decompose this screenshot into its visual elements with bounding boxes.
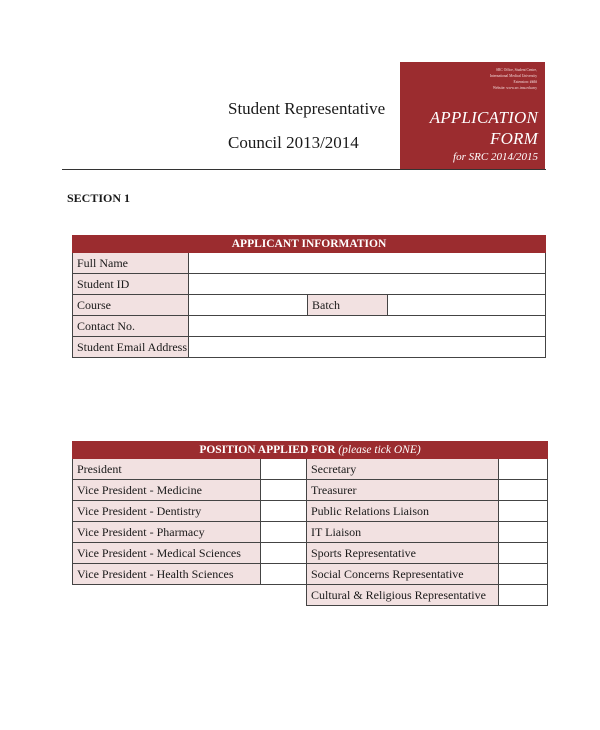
contact-line: International Medical University bbox=[489, 74, 537, 78]
position-label-vp-health-sciences: Vice President - Health Sciences bbox=[73, 564, 261, 585]
position-label-social-concerns: Social Concerns Representative bbox=[307, 564, 499, 585]
form-title bbox=[228, 92, 385, 160]
title-line-1: Student Representative bbox=[228, 99, 386, 118]
contact-number-field[interactable] bbox=[189, 316, 546, 337]
batch-field[interactable] bbox=[388, 295, 546, 316]
tick-box-vp-health-sciences[interactable] bbox=[261, 564, 307, 585]
tick-box-president[interactable] bbox=[261, 459, 307, 480]
position-label-vp-medical-sciences: Vice President - Medical Sciences bbox=[73, 543, 261, 564]
full-name-field[interactable] bbox=[189, 253, 546, 274]
banner-application: APPLICATION bbox=[429, 108, 538, 127]
section-label: SECTION 1 bbox=[67, 191, 131, 205]
position-label-president: President bbox=[73, 459, 261, 480]
course-field[interactable] bbox=[189, 295, 308, 316]
applicant-information-header: APPLICANT INFORMATION bbox=[73, 236, 546, 253]
application-banner bbox=[400, 62, 545, 169]
position-label-sports: Sports Representative bbox=[307, 543, 499, 564]
position-label-vp-dentistry: Vice President - Dentistry bbox=[73, 501, 261, 522]
student-email-label: Student Email Address bbox=[73, 337, 189, 358]
tick-box-vp-pharmacy[interactable] bbox=[261, 522, 307, 543]
tick-box-vp-medical-sciences[interactable] bbox=[261, 543, 307, 564]
tick-box-treasurer[interactable] bbox=[499, 480, 548, 501]
full-name-label: Full Name bbox=[73, 253, 189, 274]
student-email-field[interactable] bbox=[189, 337, 546, 358]
banner-contact-info bbox=[490, 67, 537, 91]
position-label-secretary: Secretary bbox=[307, 459, 499, 480]
banner-heading bbox=[430, 107, 538, 149]
position-label-treasurer: Treasurer bbox=[307, 480, 499, 501]
position-applied-table bbox=[72, 441, 548, 606]
tick-box-it-liaison[interactable] bbox=[499, 522, 548, 543]
tick-box-secretary[interactable] bbox=[499, 459, 548, 480]
position-label-vp-pharmacy: Vice President - Pharmacy bbox=[73, 522, 261, 543]
title-line-2: Council 2013/2014 bbox=[228, 133, 359, 152]
student-id-field[interactable] bbox=[189, 274, 546, 295]
course-label: Course bbox=[73, 295, 189, 316]
banner-for-src: for SRC 2014/2015 bbox=[453, 151, 538, 163]
position-header-note: (please tick ONE) bbox=[338, 444, 421, 456]
contact-line: Extension: #### bbox=[513, 80, 537, 84]
position-label-vp-medicine: Vice President - Medicine bbox=[73, 480, 261, 501]
empty-cell bbox=[73, 585, 307, 606]
banner-form: FORM bbox=[489, 129, 538, 148]
tick-box-vp-medicine[interactable] bbox=[261, 480, 307, 501]
tick-box-vp-dentistry[interactable] bbox=[261, 501, 307, 522]
position-label-it-liaison: IT Liaison bbox=[307, 522, 499, 543]
position-header-main: POSITION APPLIED FOR bbox=[199, 444, 336, 456]
position-label-cultural-religious: Cultural & Religious Representative bbox=[307, 585, 499, 606]
position-label-public-relations: Public Relations Liaison bbox=[307, 501, 499, 522]
student-id-label: Student ID bbox=[73, 274, 189, 295]
contact-number-label: Contact No. bbox=[73, 316, 189, 337]
position-applied-header bbox=[73, 442, 548, 459]
tick-box-cultural-religious[interactable] bbox=[499, 585, 548, 606]
batch-label: Batch bbox=[308, 295, 388, 316]
tick-box-public-relations[interactable] bbox=[499, 501, 548, 522]
contact-line: SRC Office, Student Centre, bbox=[496, 68, 537, 72]
tick-box-social-concerns[interactable] bbox=[499, 564, 548, 585]
applicant-information-table bbox=[72, 235, 546, 358]
tick-box-sports[interactable] bbox=[499, 543, 548, 564]
contact-line: Website: www.src.imu.edu.my bbox=[492, 86, 537, 90]
header-divider bbox=[62, 169, 546, 170]
